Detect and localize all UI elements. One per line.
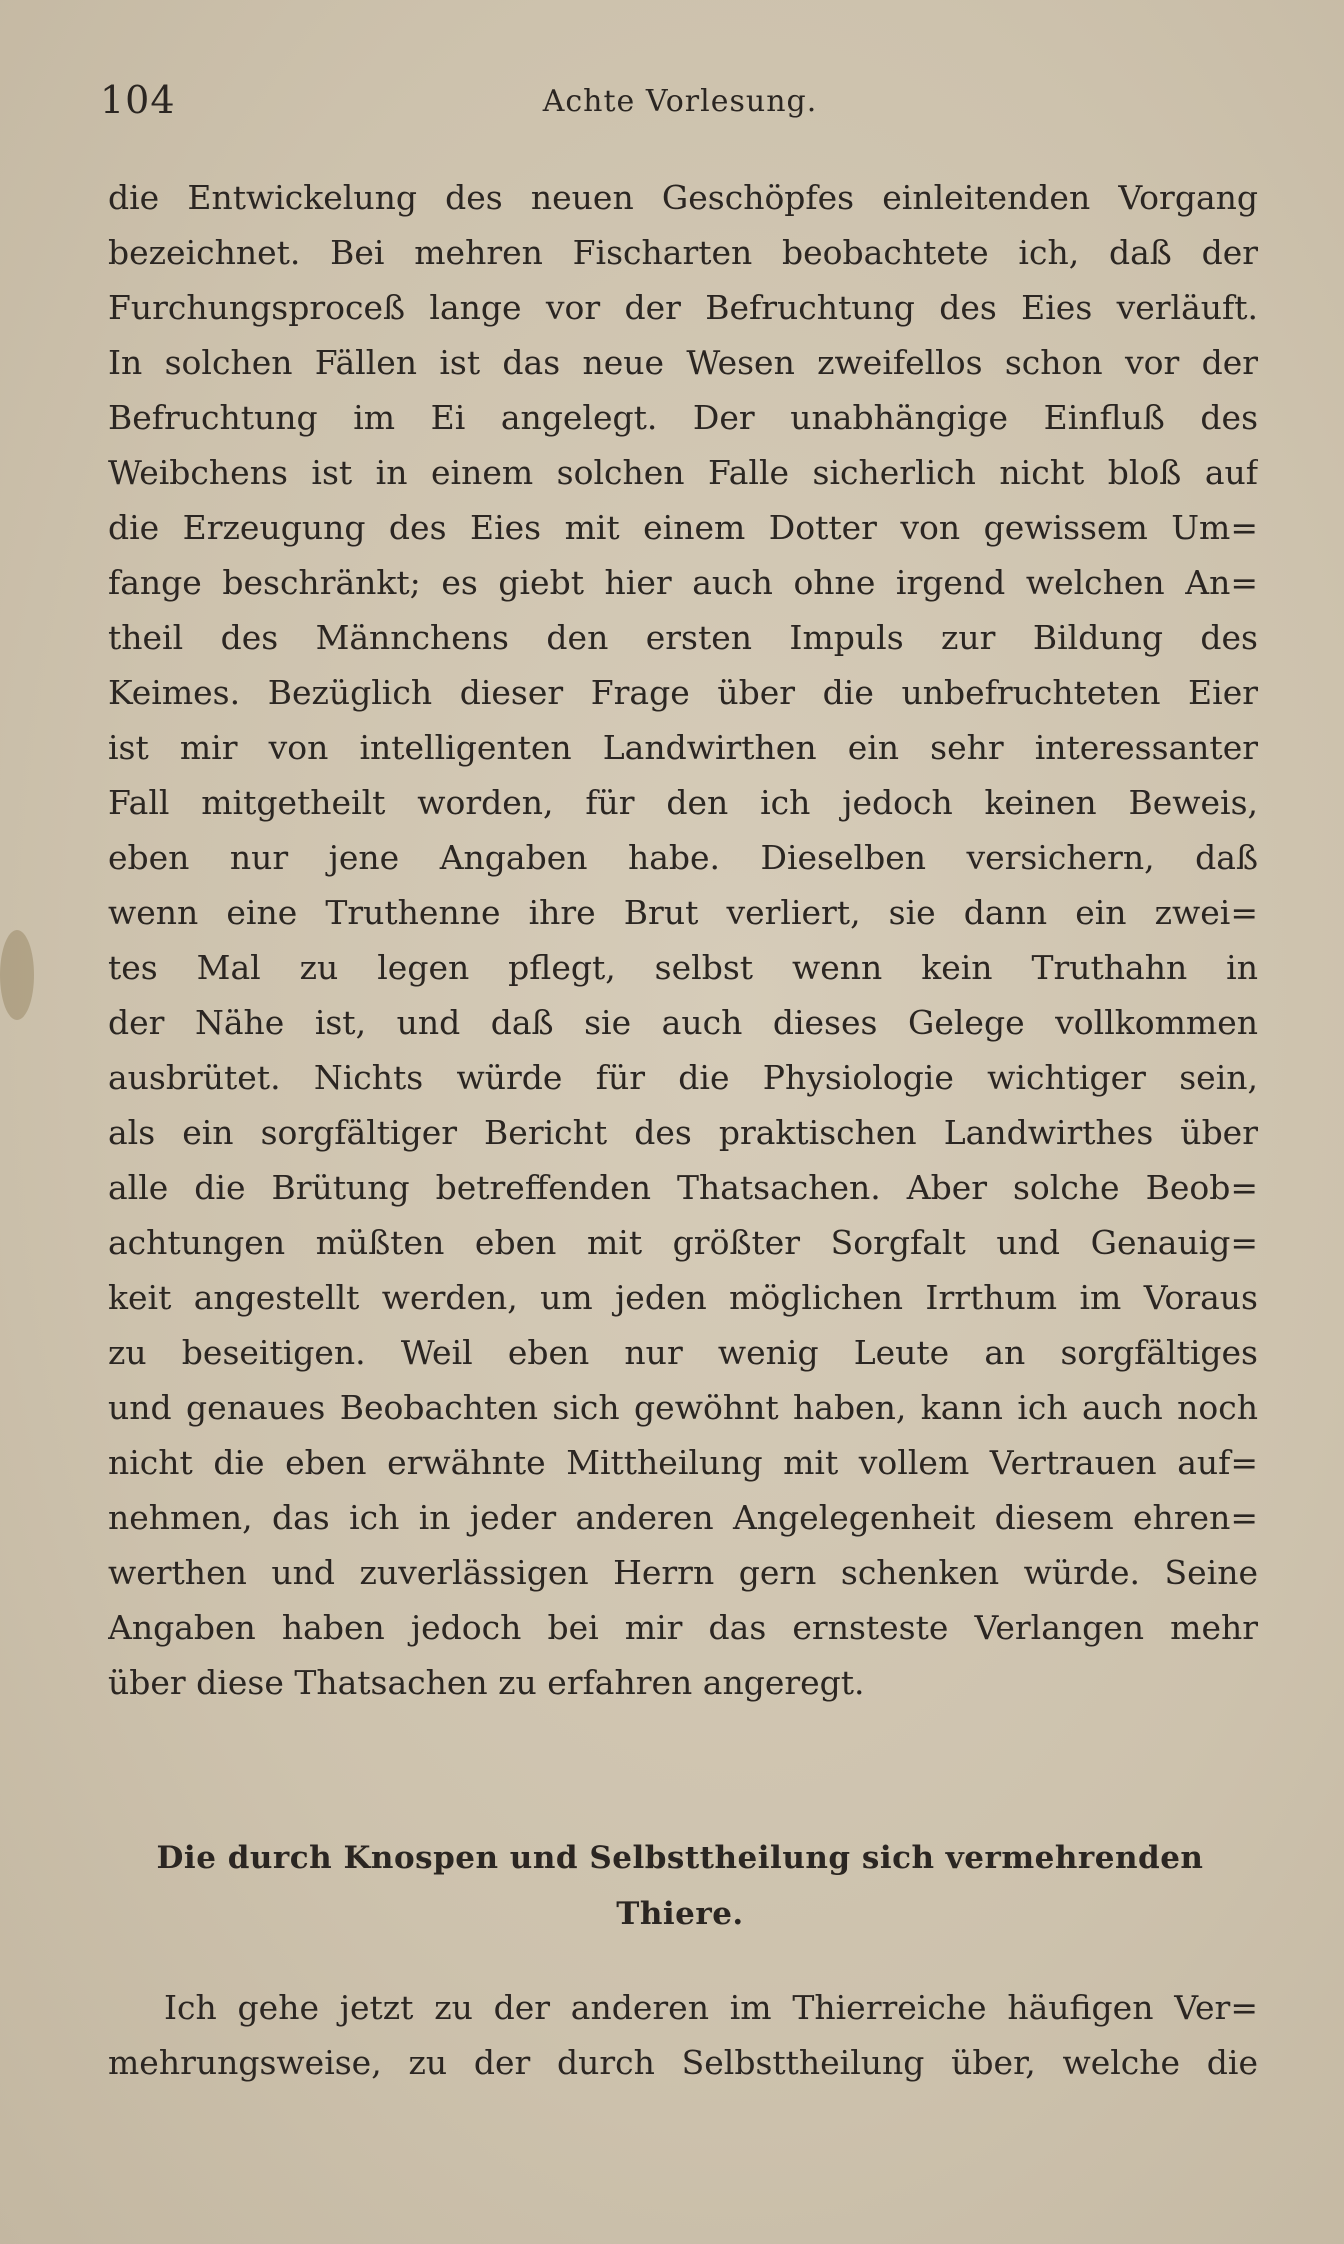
text-line: mehrungsweise, zu der durch Selbsttheilung über, welche die xyxy=(108,2043,1258,2082)
text-line: theil des Männchens den ersten Impuls zur Bildung des xyxy=(108,618,1258,657)
text-line: über diese Thatsachen zu erfahren angeregt. xyxy=(108,1663,865,1702)
page-number: 104 xyxy=(100,78,176,122)
text-line: Furchungsproceß lange vor der Befruchtung des Eies verläuft. xyxy=(108,288,1258,327)
text-line: Ich gehe jetzt zu der anderen im Thierreiche häufigen Ver= xyxy=(164,1988,1258,2027)
text-line: alle die Brütung betreffenden Thatsachen. Aber solche Beob= xyxy=(108,1168,1258,1207)
text-line: Keimes. Bezüglich dieser Frage über die unbefruchteten Eier xyxy=(108,673,1258,712)
text-line: Fall mitgetheilt worden, für den ich jedoch keinen Beweis, xyxy=(108,783,1258,822)
text-line: nicht die eben erwähnte Mittheilung mit vollem Vertrauen auf= xyxy=(108,1443,1258,1482)
text-line: keit angestellt werden, um jeden möglichen Irrthum im Voraus xyxy=(108,1278,1258,1317)
text-line: eben nur jene Angaben habe. Dieselben versichern, daß xyxy=(108,838,1258,877)
text-line: und genaues Beobachten sich gewöhnt haben, kann ich auch noch xyxy=(108,1388,1258,1427)
text-line: der Nähe ist, und daß sie auch dieses Gelege vollkommen xyxy=(108,1003,1258,1042)
running-title: Achte Vorlesung. xyxy=(542,84,818,119)
text-line: Weibchens ist in einem solchen Falle sicherlich nicht bloß auf xyxy=(108,453,1258,492)
text-line: ist mir von intelligenten Landwirthen ein sehr interessanter xyxy=(108,728,1258,767)
section-heading-line: Thiere. xyxy=(616,1896,744,1932)
text-line: tes Mal zu legen pflegt, selbst wenn kein Truthahn in xyxy=(108,948,1258,987)
text-line: die Entwickelung des neuen Geschöpfes einleitenden Vorgang xyxy=(108,178,1258,217)
section-heading xyxy=(140,1830,1220,1942)
text-line: nehmen, das ich in jeder anderen Angelegenheit diesem ehren= xyxy=(108,1498,1258,1537)
text-line: als ein sorgfältiger Bericht des praktischen Landwirthes über xyxy=(108,1113,1258,1152)
text-line: werthen und zuverlässigen Herrn gern schenken würde. Seine xyxy=(108,1553,1258,1592)
running-head xyxy=(100,78,1260,138)
text-line: In solchen Fällen ist das neue Wesen zweifellos schon vor der xyxy=(108,343,1258,382)
section-paragraph xyxy=(108,1980,1258,2090)
text-line: bezeichnet. Bei mehren Fischarten beobachtete ich, daß der xyxy=(108,233,1258,272)
text-line: ausbrütet. Nichts würde für die Physiologie wichtiger sein, xyxy=(108,1058,1258,1097)
body-paragraph xyxy=(108,170,1258,1710)
text-line: Befruchtung im Ei angelegt. Der unabhängige Einfluß des xyxy=(108,398,1258,437)
text-line: Angaben haben jedoch bei mir das ernsteste Verlangen mehr xyxy=(108,1608,1258,1647)
text-line: achtungen müßten eben mit größter Sorgfalt und Genauig= xyxy=(108,1223,1258,1262)
text-line: fange beschränkt; es giebt hier auch ohne irgend welchen An= xyxy=(108,563,1258,602)
text-line: wenn eine Truthenne ihre Brut verliert, sie dann ein zwei= xyxy=(108,893,1258,932)
text-line: die Erzeugung des Eies mit einem Dotter von gewissem Um= xyxy=(108,508,1258,547)
section-heading-line: Die durch Knospen und Selbsttheilung sich vermehrenden xyxy=(156,1840,1204,1876)
paper-stain xyxy=(0,930,34,1020)
text-line: zu beseitigen. Weil eben nur wenig Leute an sorgfältiges xyxy=(108,1333,1258,1372)
